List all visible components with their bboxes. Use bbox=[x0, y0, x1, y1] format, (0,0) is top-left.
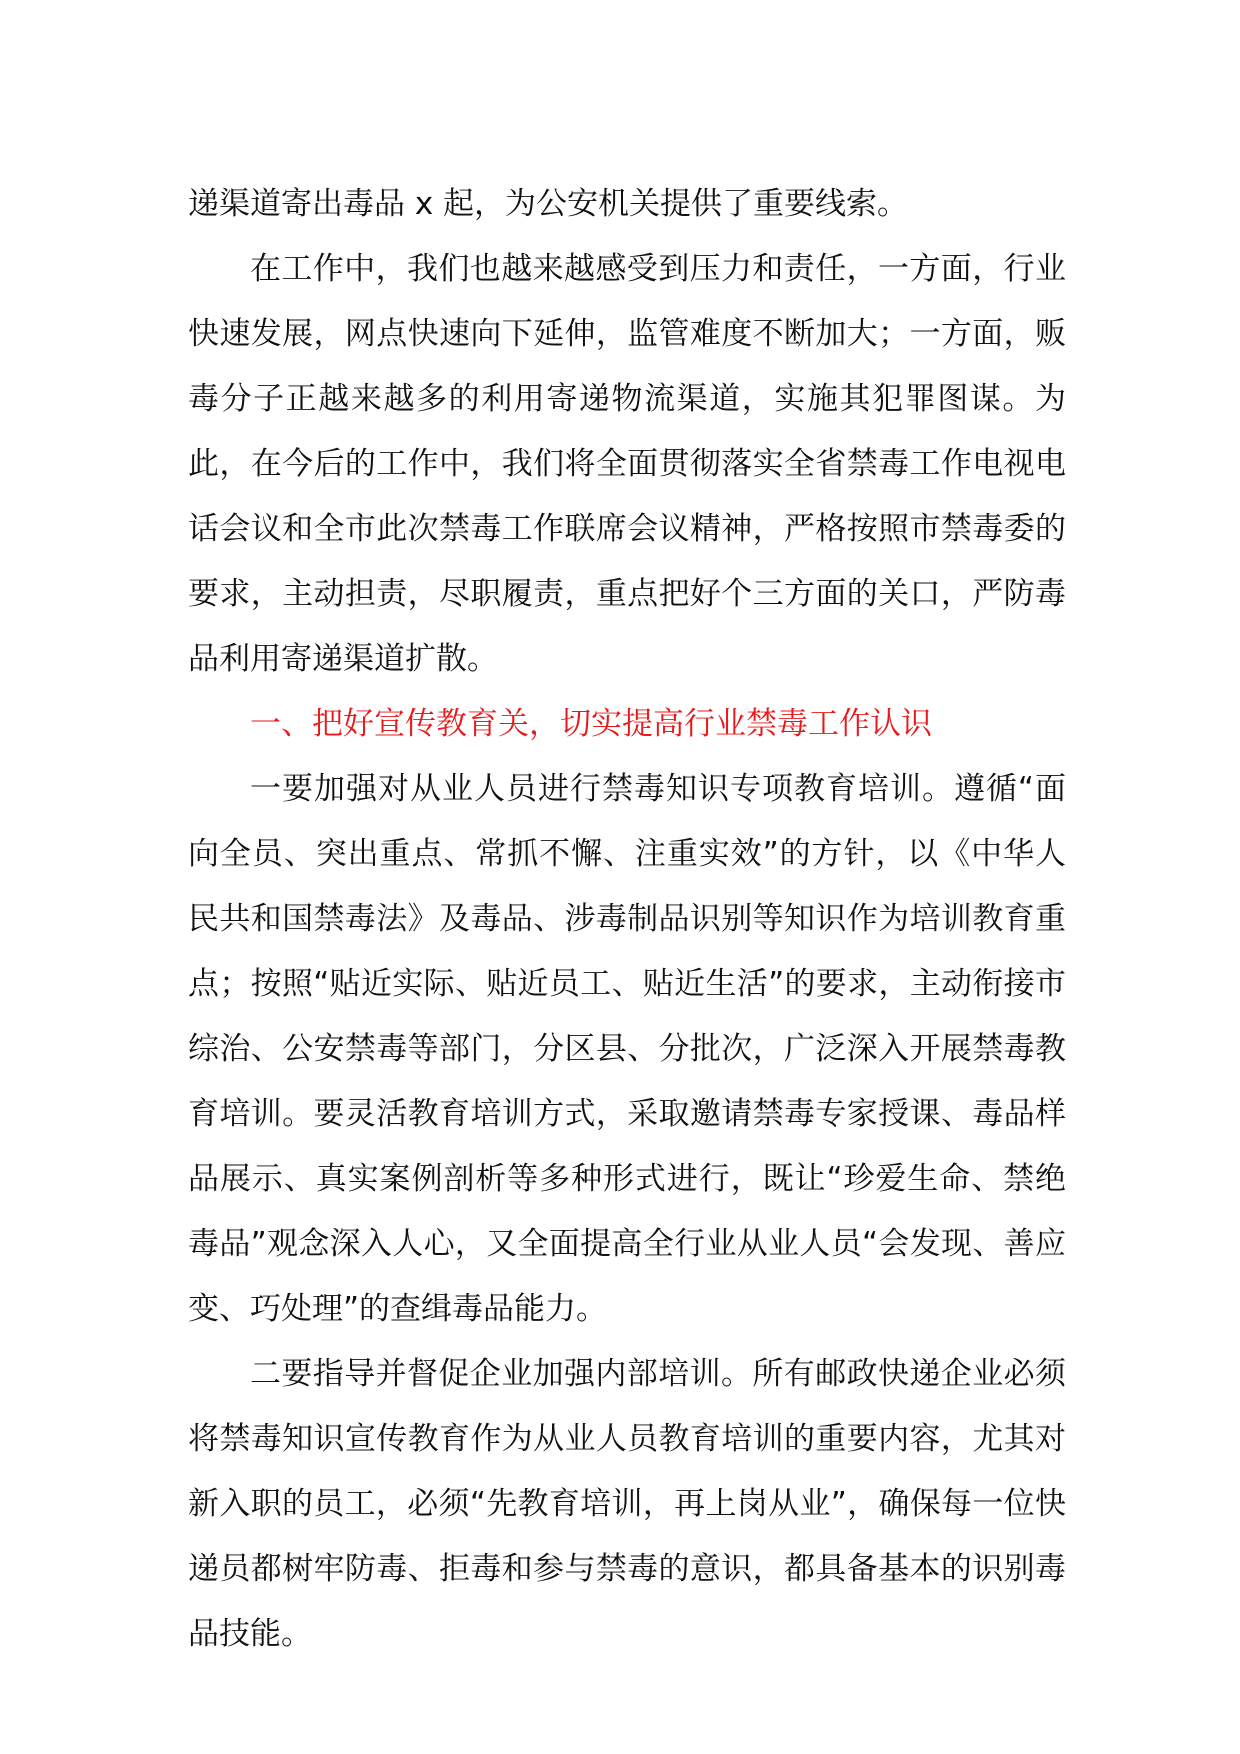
paragraph-continuation: 递渠道寄出毒品 x 起，为公安机关提供了重要线索。 bbox=[188, 186, 909, 222]
paragraph-staff-training: 一要加强对从业人员进行禁毒知识专项教育培训。遵循“面向全员、突出重点、常抓不懈、注重实效”的方针，以《中华人民共和国禁毒法》及毒品、涉毒制品识别等知识作为培训教育重点；按照“贴近实际、贴近员工、贴近生活”的要求，主动衔接市综治、公安禁毒等部门，分区县、分批次，广泛深入开展禁毒教育培训。要灵活教育培训方式，采取邀请禁毒专家授课、毒品样品展示、真实案例剖析等多种形式进行，既让“珍爱生命、禁绝毒品”观念深入人心，又全面提高全行业从业人员“会发现、善应变、巧处理”的查缉毒品能力。 bbox=[188, 771, 1066, 1327]
paragraph-pressure-responsibility: 在工作中，我们也越来越感受到压力和责任，一方面，行业快速发展，网点快速向下延伸，监管难度不断加大；一方面，贩毒分子正越来越多的利用寄递物流渠道，实施其犯罪图谋。为此，在今后的工作中，我们将全面贯彻落实全省禁毒工作电视电话会议和全市此次禁毒工作联席会议精神，严格按照市禁毒委的要求，主动担责，尽职履责，重点把好个三方面的关口，严防毒品利用寄递渠道扩散。 bbox=[188, 251, 1066, 677]
document-body bbox=[188, 172, 1066, 1667]
section-heading-publicity-education: 一、把好宣传教育关，切实提高行业禁毒工作认识 bbox=[250, 706, 932, 742]
paragraph-internal-training: 二要指导并督促企业加强内部培训。所有邮政快递企业必须将禁毒知识宣传教育作为从业人员教育培训的重要内容，尤其对新入职的员工，必须“先教育培训，再上岗从业”，确保每一位快递员都树牢防毒、拒毒和参与禁毒的意识，都具备基本的识别毒品技能。 bbox=[188, 1356, 1066, 1652]
